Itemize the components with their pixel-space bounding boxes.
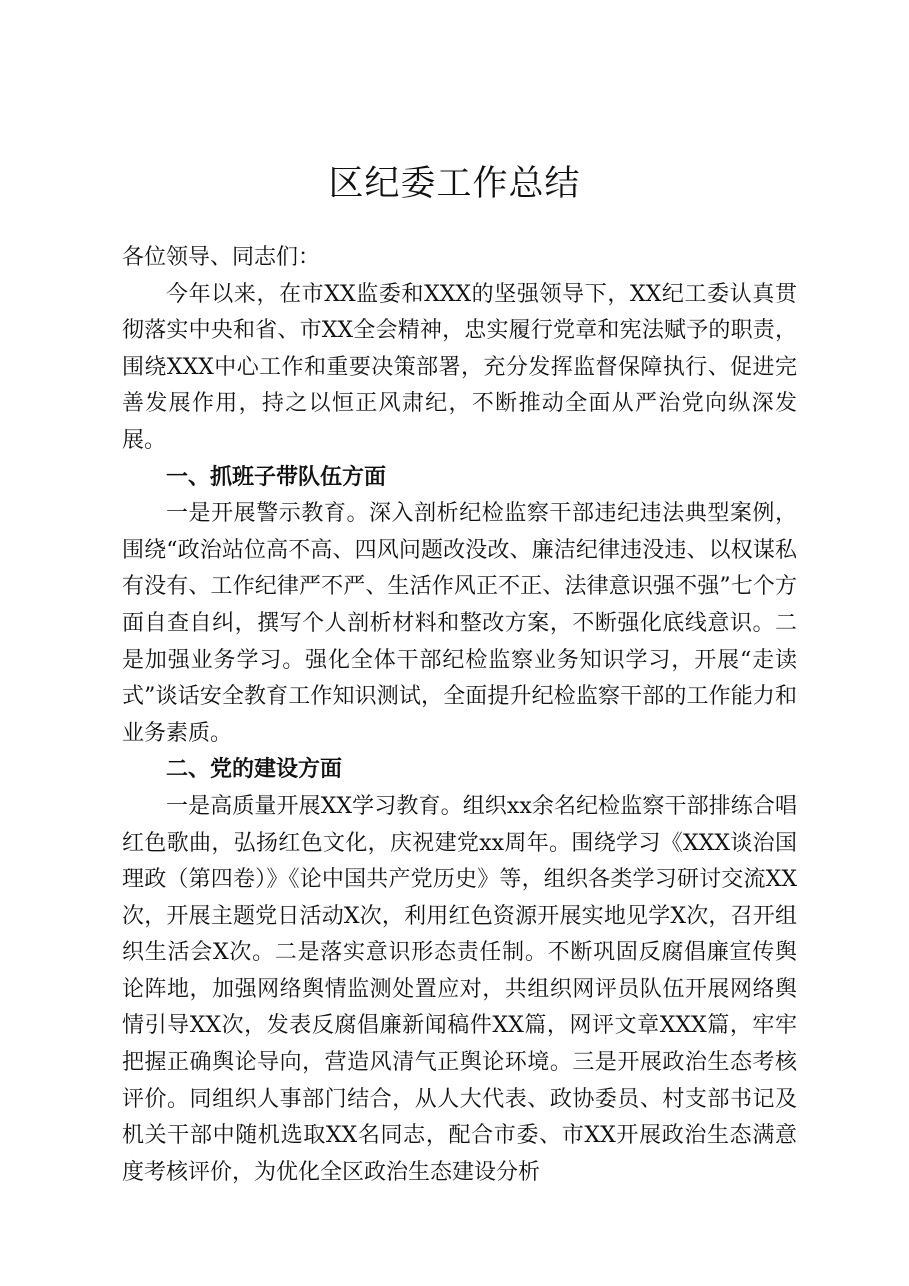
document-body: [122, 240, 797, 1191]
section-heading-1: 一、抓班子带队伍方面: [166, 464, 387, 490]
section-paragraph-2: 一是高质量开展XX学习教育。组织xx余名纪检监察干部排练合唱红色歌曲，弘扬红色文化，庆祝建党xx周年。围绕学习《XXX谈治国理政（第四卷）》《论中国共产党历史》等，组织各类学习研讨交流XX次，开展主题党日活动X次，利用红色资源开展实地见学X次，召开组织生活会X次。二是落实意识形态责任制。不断巩固反腐倡廉宣传舆论阵地，加强网络舆情监测处置应对，共组织网评员队伍开展网络舆情引导XX次，发表反腐倡廉新闻稿件XX篇，网评文章XXX篇，牢牢把握正确舆论导向，营造风清气正舆论环境。三是开展政治生态考核评价。同组织人事部门结合，从人大代表、政协委员、村支部书记及机关干部中随机选取XX名同志，配合市委、市XX开展政治生态满意度考核评价，为优化全区政治生态建设分析: [122, 793, 797, 1185]
intro-paragraph: 今年以来，在市XX监委和XXX的坚强领导下，XX纪工委认真贯彻落实中央和省、市XX全会精神，忠实履行党章和宪法赋予的职责，围绕XXX中心工作和重要决策部署，充分发挥监督保障执行、促进完善发展作用，持之以恒正风肃纪，不断推动全面从严治党向纵深发展。: [122, 281, 797, 453]
salutation: 各位领导、同志们：: [122, 245, 321, 270]
section-paragraph-1: 一是开展警示教育。深入剖析纪检监察干部违纪违法典型案例，围绕“政治站位高不高、四风问题改没改、廉洁纪律违没违、以权谋私有没有、工作纪律严不严、生活作风正不正、法律意识强不强”七个方面自查自纠，撰写个人剖析材料和整改方案，不断强化底线意识。二是加强业务学习。强化全体干部纪检监察业务知识学习，开展“走读式”谈话安全教育工作知识测试，全面提升纪检监察干部的工作能力和业务素质。: [122, 501, 797, 746]
document-title: 区纪委工作总结: [328, 164, 581, 204]
section-heading-2: 二、党的建设方面: [166, 757, 343, 783]
